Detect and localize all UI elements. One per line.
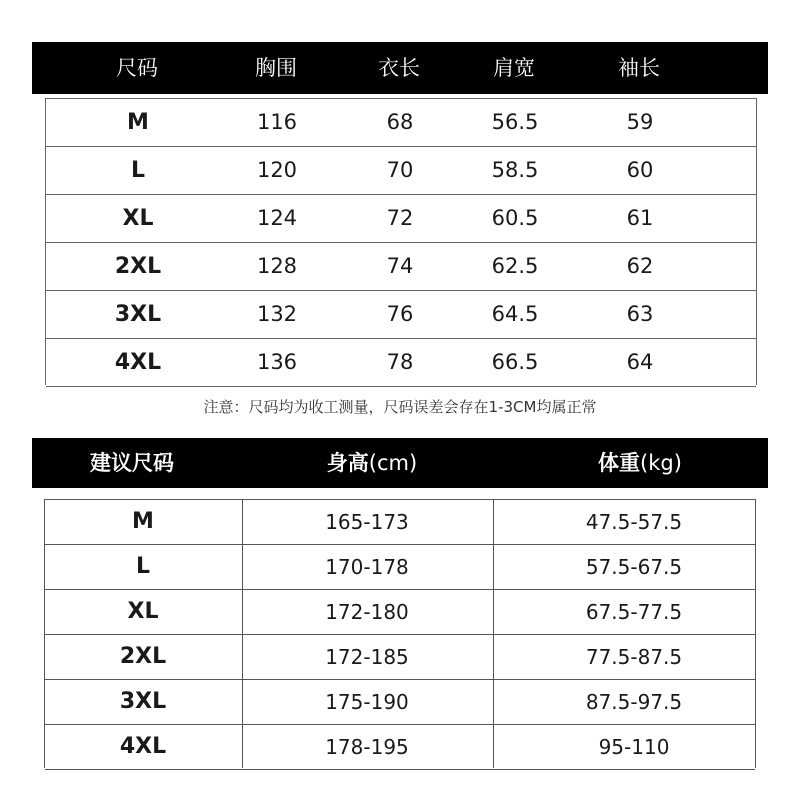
table-row (46, 99, 756, 147)
cell-length: 68 (386, 110, 414, 134)
header-height (327, 438, 417, 488)
cell-sleeve: 60 (626, 158, 654, 182)
cell-shoulder: 58.5 (491, 158, 539, 182)
cell-size: XL (127, 599, 159, 624)
cell-sleeve: 59 (626, 110, 654, 134)
cell-shoulder: 64.5 (491, 302, 539, 326)
cell-length: 74 (386, 254, 414, 278)
cell-weight: 47.5-57.5 (585, 510, 683, 534)
cell-shoulder: 66.5 (491, 350, 539, 374)
cell-sleeve: 61 (626, 206, 654, 230)
header-weight-label: 体重 (598, 451, 641, 475)
table-row (46, 339, 756, 387)
cell-shoulder: 56.5 (491, 110, 539, 134)
cell-weight: 67.5-77.5 (585, 600, 683, 624)
cell-length: 78 (386, 350, 414, 374)
cell-chest: 136 (256, 350, 298, 374)
cell-weight: 57.5-67.5 (585, 555, 683, 579)
cell-size: XL (122, 206, 154, 231)
header-height-label: 身高 (326, 451, 369, 475)
cell-size: L (130, 158, 146, 183)
cell-chest: 132 (256, 302, 298, 326)
cell-sleeve: 63 (626, 302, 654, 326)
table-row (45, 590, 755, 635)
header-weight-unit: (kg) (640, 451, 682, 475)
cell-length: 76 (386, 302, 414, 326)
cell-size: M (132, 509, 154, 534)
header-size: 尺码 (116, 56, 158, 80)
table-row (45, 725, 755, 770)
table-row (46, 291, 756, 339)
cell-length: 70 (386, 158, 414, 182)
header-height-unit: (cm) (368, 451, 418, 475)
cell-size: 3XL (114, 302, 162, 327)
cell-chest: 128 (256, 254, 298, 278)
table-row (46, 243, 756, 291)
measurement-table (45, 98, 757, 385)
table-row (45, 680, 755, 725)
table-row (45, 545, 755, 590)
cell-height: 165-173 (325, 510, 409, 534)
cell-size: 2XL (114, 254, 162, 279)
header-weight (598, 438, 682, 488)
header-recommended-size: 建议尺码 (90, 451, 174, 475)
table-row (46, 195, 756, 243)
header-length: 衣长 (378, 56, 420, 80)
cell-sleeve: 64 (626, 350, 654, 374)
table-row (45, 500, 755, 545)
measurement-table-header (32, 42, 768, 94)
cell-size: 3XL (119, 689, 167, 714)
cell-length: 72 (386, 206, 414, 230)
cell-sleeve: 62 (626, 254, 654, 278)
header-shoulder: 肩宽 (493, 56, 535, 80)
cell-size: 2XL (119, 644, 167, 669)
recommend-table (44, 499, 756, 768)
cell-height: 175-190 (325, 690, 409, 714)
cell-height: 172-185 (325, 645, 409, 669)
cell-shoulder: 62.5 (491, 254, 539, 278)
recommend-table-header (32, 438, 768, 488)
cell-size: M (127, 110, 149, 135)
cell-chest: 124 (256, 206, 298, 230)
cell-weight: 77.5-87.5 (585, 645, 683, 669)
cell-shoulder: 60.5 (491, 206, 539, 230)
cell-height: 170-178 (325, 555, 409, 579)
table-row (46, 147, 756, 195)
cell-chest: 120 (256, 158, 298, 182)
cell-weight: 95-110 (598, 735, 670, 759)
cell-height: 178-195 (325, 735, 409, 759)
cell-size: 4XL (119, 734, 167, 759)
header-chest: 胸围 (255, 56, 297, 80)
cell-size: 4XL (114, 350, 162, 375)
measurement-note: 注意：尺码均为收工测量，尺码误差会存在1-3CM均属正常 (203, 398, 597, 416)
table-row (45, 635, 755, 680)
cell-chest: 116 (256, 110, 298, 134)
cell-weight: 87.5-97.5 (585, 690, 683, 714)
cell-height: 172-180 (325, 600, 409, 624)
header-sleeve: 袖长 (618, 56, 660, 80)
cell-size: L (135, 554, 151, 579)
